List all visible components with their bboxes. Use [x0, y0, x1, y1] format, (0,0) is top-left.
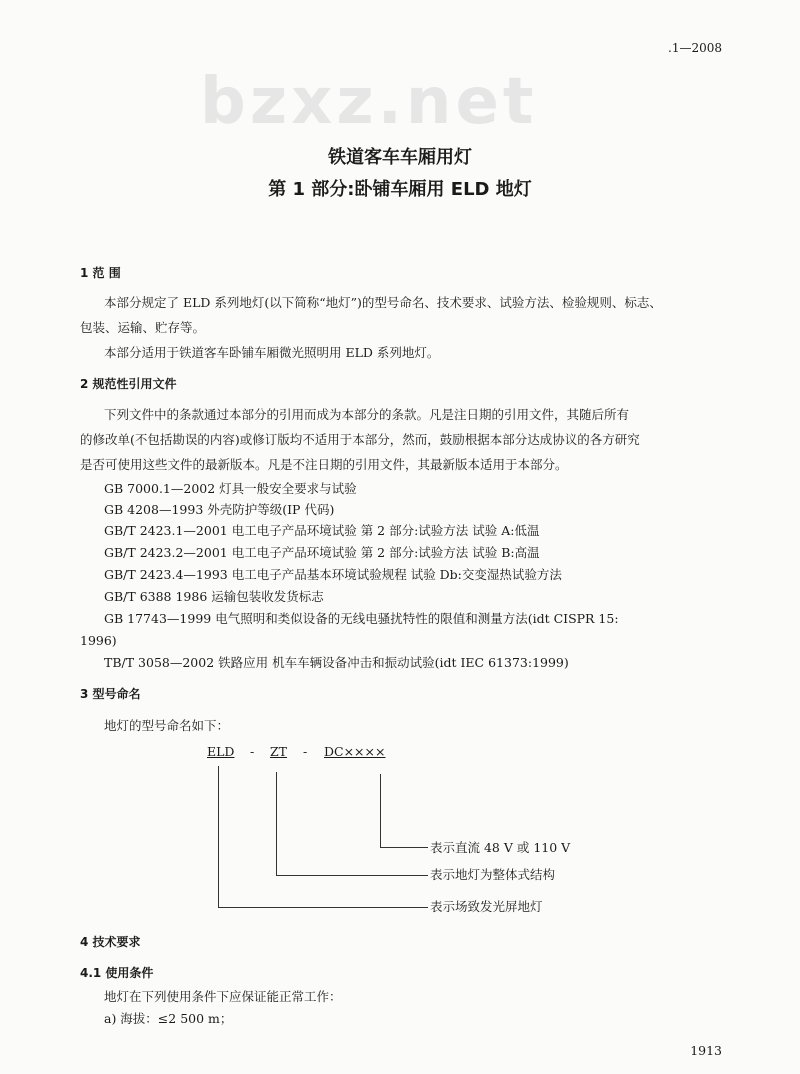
- code-eld: ELD: [207, 744, 235, 759]
- reference-item: GB/T 2423.2—2001 电工电子产品环境试验 第 2 部分:试验方法 试验 B:高温: [104, 545, 540, 560]
- title-line2: 第 1 部分:卧铺车厢用 ELD 地灯: [268, 179, 532, 200]
- section-2-heading: 2 规范性引用文件: [80, 377, 177, 391]
- standard-number: .1—2008: [668, 41, 722, 55]
- reference-item: GB/T 2423.4—1993 电工电子产品基本环境试验规程 试验 Db:交变湿热试验方法: [104, 567, 562, 582]
- connector-line: [380, 847, 428, 848]
- label-eld: 表示场致发光屏地灯: [430, 899, 543, 914]
- paragraph: 是否可使用这些文件的最新版本。凡是不注日期的引用文件，其最新版本适用于本部分。: [80, 457, 568, 472]
- watermark: bzxz.net: [200, 65, 538, 139]
- separator: -: [250, 744, 255, 759]
- connector-line: [218, 907, 428, 908]
- paragraph: 的修改单(不包括勘误的内容)或修订版均不适用于本部分，然而，鼓励根据本部分达成协议的各方研究: [80, 432, 640, 447]
- reference-item: GB 4208—1993 外壳防护等级(IP 代码): [104, 502, 335, 517]
- section-3-heading: 3 型号命名: [80, 687, 141, 701]
- section-4-1-heading: 4.1 使用条件: [80, 966, 154, 980]
- reference-item-cont: 1996): [80, 633, 117, 648]
- paragraph: 本部分规定了 ELD 系列地灯(以下简称“地灯”)的型号命名、技术要求、试验方法、检验规则、标志、: [104, 295, 662, 310]
- reference-item: TB/T 3058—2002 铁路应用 机车车辆设备冲击和振动试验(idt IEC 61373:1999): [104, 655, 569, 670]
- paragraph: 本部分适用于铁道客车卧铺车厢微光照明用 ELD 系列地灯。: [104, 345, 440, 360]
- label-zt: 表示地灯为整体式结构: [430, 867, 556, 882]
- reference-item: GB/T 6388 1986 运输包装收发货标志: [104, 589, 324, 604]
- connector-line: [380, 774, 381, 848]
- reference-item: GB/T 2423.1—2001 电工电子产品环境试验 第 2 部分:试验方法 试验 A:低温: [104, 523, 540, 538]
- code-dc: DC××××: [324, 744, 386, 759]
- title-line1: 铁道客车车厢用灯: [328, 147, 472, 168]
- paragraph: 地灯在下列使用条件下应保证能正常工作：: [104, 989, 342, 1004]
- connector-line: [276, 772, 277, 876]
- separator: -: [303, 744, 308, 759]
- paragraph: 包装、运输、贮存等。: [80, 320, 206, 335]
- connector-line: [276, 875, 428, 876]
- reference-item: GB 7000.1—2002 灯具一般安全要求与试验: [104, 481, 357, 496]
- connector-line: [218, 766, 219, 908]
- code-zt: ZT: [270, 744, 288, 759]
- reference-item: GB 17743—1999 电气照明和类似设备的无线电骚扰特性的限值和测量方法(idt CISPR 15:: [104, 611, 619, 626]
- section-4-heading: 4 技术要求: [80, 935, 141, 949]
- section-1-heading: 1 范 围: [80, 266, 121, 280]
- paragraph: 下列文件中的条款通过本部分的引用而成为本部分的条款。凡是注日期的引用文件，其随后所有: [104, 407, 630, 422]
- list-item: a) 海拔：≤2 500 m；: [104, 1011, 233, 1026]
- label-dc: 表示直流 48 V 或 110 V: [430, 840, 571, 855]
- paragraph: 地灯的型号命名如下：: [104, 718, 230, 733]
- page-number: 1913: [690, 1043, 722, 1058]
